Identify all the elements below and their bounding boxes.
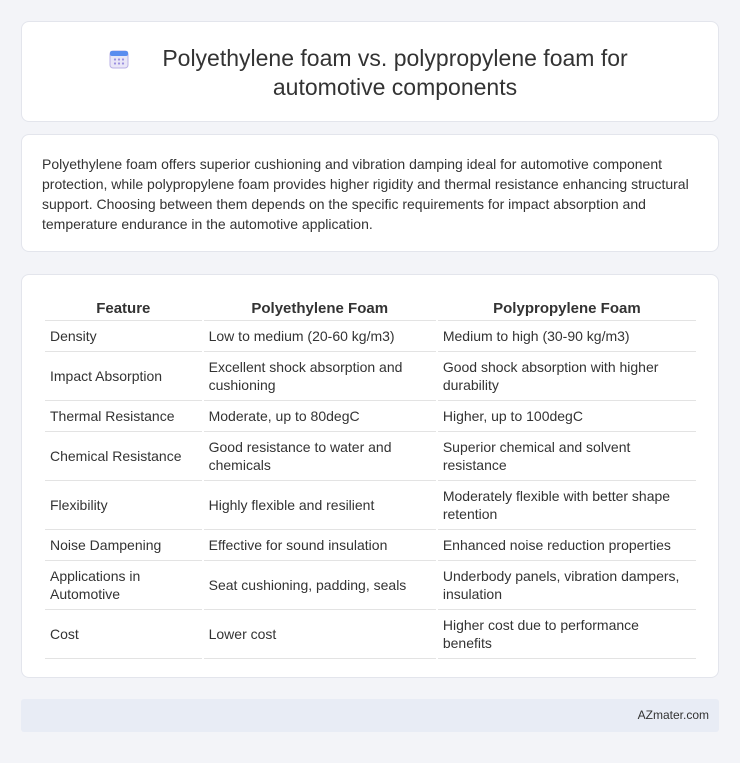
feature-cell: Chemical Resistance	[45, 432, 202, 481]
polypropylene-cell: Moderately flexible with better shape retention	[438, 481, 696, 530]
polyethylene-cell: Highly flexible and resilient	[204, 481, 436, 530]
table-row	[45, 561, 696, 610]
table-row	[45, 530, 696, 561]
polyethylene-cell: Low to medium (20-60 kg/m3)	[204, 321, 436, 352]
table-row	[45, 321, 696, 352]
table-header-row	[45, 295, 696, 321]
feature-cell: Impact Absorption	[45, 352, 202, 401]
polypropylene-cell: Superior chemical and solvent resistance	[438, 432, 696, 481]
intro-paragraph: Polyethylene foam offers superior cushioning and vibration damping ideal for automotive component protection, while polypropylene foam provides higher rigidity and thermal resistance enhancing structural support. Choosing between them depends on the specific requirements for impact absorption and temperature endurance in the automotive application.	[42, 156, 689, 232]
header-polyethylene: Polyethylene Foam	[204, 295, 436, 321]
polypropylene-cell: Enhanced noise reduction properties	[438, 530, 696, 561]
feature-cell: Thermal Resistance	[45, 401, 202, 432]
polyethylene-cell: Seat cushioning, padding, seals	[204, 561, 436, 610]
page-title: Polyethylene foam vs. polypropylene foam for automotive components	[162, 45, 628, 100]
title-card	[21, 21, 719, 122]
polyethylene-cell: Excellent shock absorption and cushioning	[204, 352, 436, 401]
table-row	[45, 432, 696, 481]
header-polypropylene: Polypropylene Foam	[438, 295, 696, 321]
polypropylene-cell: Good shock absorption with higher durability	[438, 352, 696, 401]
comparison-table	[43, 295, 698, 659]
polypropylene-cell: Underbody panels, vibration dampers, insulation	[438, 561, 696, 610]
feature-cell: Density	[45, 321, 202, 352]
polyethylene-cell: Moderate, up to 80degC	[204, 401, 436, 432]
feature-cell: Noise Dampening	[45, 530, 202, 561]
table-row	[45, 481, 696, 530]
table-row	[45, 352, 696, 401]
intro-card	[21, 134, 719, 252]
polyethylene-cell: Lower cost	[204, 610, 436, 659]
header-feature: Feature	[45, 295, 202, 321]
polyethylene-cell: Good resistance to water and chemicals	[204, 432, 436, 481]
polypropylene-cell: Medium to high (30-90 kg/m3)	[438, 321, 696, 352]
polypropylene-cell: Higher, up to 100degC	[438, 401, 696, 432]
table-row	[45, 610, 696, 659]
comparison-card	[21, 274, 719, 678]
polyethylene-cell: Effective for sound insulation	[204, 530, 436, 561]
footer-bar	[21, 699, 719, 732]
polypropylene-cell: Higher cost due to performance benefits	[438, 610, 696, 659]
feature-cell: Cost	[45, 610, 202, 659]
footer-site-link[interactable]: AZmater.com	[637, 708, 709, 722]
table-row	[45, 401, 696, 432]
feature-cell: Applications in Automotive	[45, 561, 202, 610]
feature-cell: Flexibility	[45, 481, 202, 530]
